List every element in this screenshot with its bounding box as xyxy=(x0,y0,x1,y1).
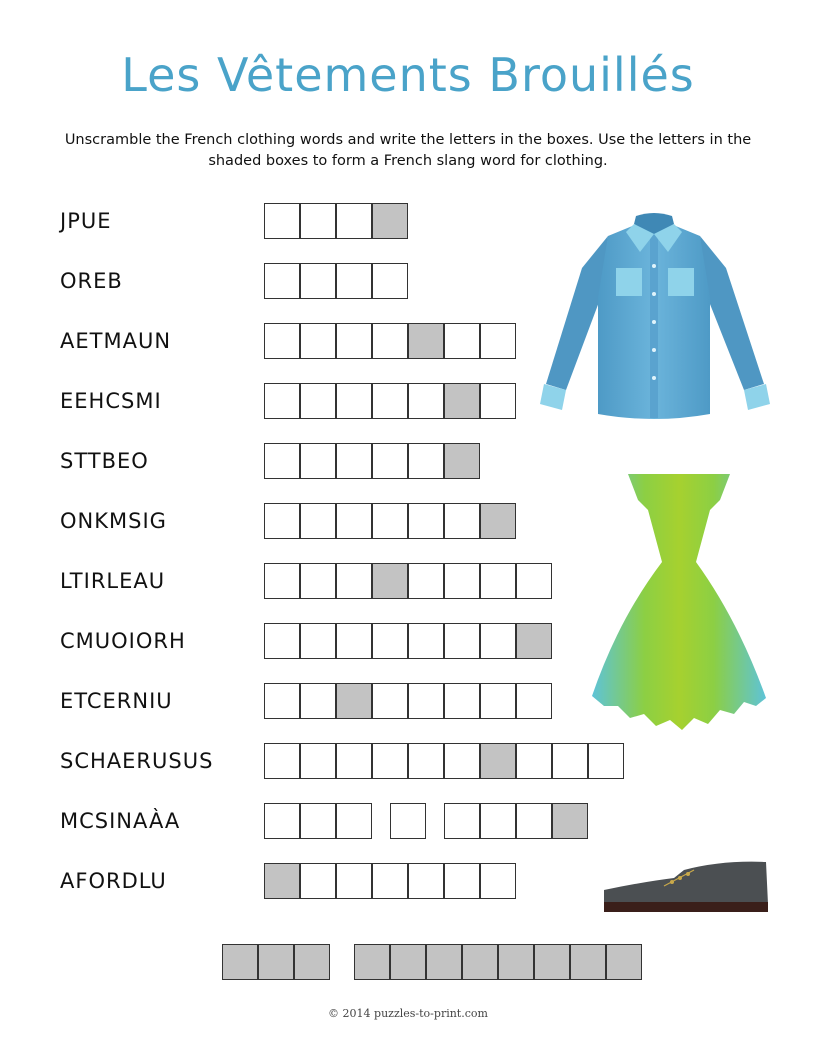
scrambled-word: ETCERNIU xyxy=(60,689,173,713)
letter-box[interactable] xyxy=(588,743,624,779)
letter-box[interactable] xyxy=(300,323,336,359)
answer-letter-box[interactable] xyxy=(390,944,426,980)
letter-box[interactable] xyxy=(408,503,444,539)
scrambled-word: JPUE xyxy=(60,209,112,233)
puzzle-row xyxy=(0,563,650,601)
letter-box[interactable] xyxy=(372,263,408,299)
letter-box[interactable] xyxy=(372,683,408,719)
puzzle-row xyxy=(0,623,650,661)
letter-box[interactable] xyxy=(372,323,408,359)
shaded-letter-box[interactable] xyxy=(552,803,588,839)
scrambled-word: AFORDLU xyxy=(60,869,167,893)
letter-box[interactable] xyxy=(444,623,480,659)
scrambled-word: EEHCSMI xyxy=(60,389,162,413)
letter-box[interactable] xyxy=(300,863,336,899)
letter-box[interactable] xyxy=(372,743,408,779)
letter-box[interactable] xyxy=(408,863,444,899)
answer-letter-box[interactable] xyxy=(426,944,462,980)
letter-box[interactable] xyxy=(300,743,336,779)
answer-letter-box[interactable] xyxy=(294,944,330,980)
letter-box[interactable] xyxy=(336,383,372,419)
letter-box[interactable] xyxy=(300,203,336,239)
shaded-letter-box[interactable] xyxy=(264,863,300,899)
shaded-letter-box[interactable] xyxy=(480,743,516,779)
letter-box[interactable] xyxy=(264,503,300,539)
letter-box[interactable] xyxy=(516,743,552,779)
letter-box[interactable] xyxy=(372,383,408,419)
letter-box[interactable] xyxy=(336,863,372,899)
letter-box[interactable] xyxy=(408,683,444,719)
letter-box[interactable] xyxy=(264,263,300,299)
letter-box[interactable] xyxy=(372,443,408,479)
letter-box[interactable] xyxy=(264,203,300,239)
letter-box[interactable] xyxy=(372,623,408,659)
scrambled-word: SCHAERUSUS xyxy=(60,749,214,773)
letter-box[interactable] xyxy=(264,683,300,719)
letter-box[interactable] xyxy=(264,623,300,659)
answer-letter-box[interactable] xyxy=(534,944,570,980)
letter-box[interactable] xyxy=(444,803,480,839)
letter-box[interactable] xyxy=(300,263,336,299)
scrambled-word: LTIRLEAU xyxy=(60,569,166,593)
shaded-letter-box[interactable] xyxy=(480,503,516,539)
puzzle-row xyxy=(0,503,650,541)
letter-box[interactable] xyxy=(336,563,372,599)
letter-box[interactable] xyxy=(264,323,300,359)
shaded-letter-box[interactable] xyxy=(444,383,480,419)
shaded-letter-box[interactable] xyxy=(516,623,552,659)
letter-box[interactable] xyxy=(300,803,336,839)
letter-box[interactable] xyxy=(336,623,372,659)
scrambled-word: ONKMSIG xyxy=(60,509,167,533)
shaded-letter-box[interactable] xyxy=(372,563,408,599)
letter-box[interactable] xyxy=(480,563,516,599)
letter-box[interactable] xyxy=(552,743,588,779)
shirt-illustration xyxy=(538,208,770,424)
letter-box[interactable] xyxy=(516,683,552,719)
answer-letter-box[interactable] xyxy=(498,944,534,980)
letter-box[interactable] xyxy=(336,743,372,779)
letter-box[interactable] xyxy=(336,263,372,299)
letter-box[interactable] xyxy=(480,683,516,719)
scrambled-word: OREB xyxy=(60,269,123,293)
letter-box[interactable] xyxy=(264,563,300,599)
answer-letter-box[interactable] xyxy=(570,944,606,980)
letter-box[interactable] xyxy=(408,383,444,419)
answer-letter-box[interactable] xyxy=(258,944,294,980)
puzzle-row xyxy=(0,443,650,481)
answer-boxes xyxy=(0,944,816,982)
letter-box[interactable] xyxy=(444,503,480,539)
page-title: Les Vêtements Brouillés xyxy=(121,48,695,102)
letter-box[interactable] xyxy=(336,803,372,839)
scrambled-word: STTBEO xyxy=(60,449,149,473)
puzzle-row xyxy=(0,803,650,841)
letter-box[interactable] xyxy=(300,503,336,539)
letter-box[interactable] xyxy=(480,803,516,839)
letter-box[interactable] xyxy=(444,683,480,719)
letter-box[interactable] xyxy=(444,323,480,359)
letter-box[interactable] xyxy=(300,563,336,599)
letter-box[interactable] xyxy=(372,503,408,539)
letter-box[interactable] xyxy=(372,863,408,899)
letter-box[interactable] xyxy=(264,443,300,479)
instructions-text: Unscramble the French clothing words and write the letters in the boxes. Use the letters in the shaded boxes to form a French slang word for clothing. xyxy=(64,132,752,169)
dress-illustration xyxy=(588,470,770,734)
letter-box[interactable] xyxy=(444,743,480,779)
scrambled-word: AETMAUN xyxy=(60,329,172,353)
letter-box[interactable] xyxy=(300,623,336,659)
letter-box[interactable] xyxy=(408,623,444,659)
shaded-letter-box[interactable] xyxy=(444,443,480,479)
letter-box[interactable] xyxy=(264,383,300,419)
letter-box[interactable] xyxy=(300,683,336,719)
letter-box[interactable] xyxy=(480,623,516,659)
scrambled-word: CMUOIORH xyxy=(60,629,186,653)
letter-box[interactable] xyxy=(300,443,336,479)
scrambled-word: MCSINAÀA xyxy=(60,809,181,833)
answer-letter-box[interactable] xyxy=(462,944,498,980)
answer-letter-box[interactable] xyxy=(222,944,258,980)
letter-box[interactable] xyxy=(408,563,444,599)
answer-letter-box[interactable] xyxy=(354,944,390,980)
shaded-letter-box[interactable] xyxy=(336,683,372,719)
letter-box[interactable] xyxy=(408,443,444,479)
shaded-letter-box[interactable] xyxy=(372,203,408,239)
letter-box[interactable] xyxy=(444,563,480,599)
letter-box[interactable] xyxy=(480,383,516,419)
shaded-letter-box[interactable] xyxy=(408,323,444,359)
shoe-illustration xyxy=(602,860,770,916)
letter-box[interactable] xyxy=(390,803,426,839)
letter-box[interactable] xyxy=(516,803,552,839)
letter-box[interactable] xyxy=(336,503,372,539)
answer-letter-box[interactable] xyxy=(606,944,642,980)
letter-box[interactable] xyxy=(480,323,516,359)
letter-box[interactable] xyxy=(264,743,300,779)
puzzle-row xyxy=(0,863,650,901)
puzzle-row xyxy=(0,743,650,781)
letter-box[interactable] xyxy=(516,563,552,599)
letter-box[interactable] xyxy=(300,383,336,419)
letter-box[interactable] xyxy=(408,743,444,779)
letter-box[interactable] xyxy=(480,863,516,899)
letter-box[interactable] xyxy=(336,443,372,479)
letter-box[interactable] xyxy=(336,203,372,239)
puzzle-row xyxy=(0,683,650,721)
letter-box[interactable] xyxy=(336,323,372,359)
letter-box[interactable] xyxy=(264,803,300,839)
letter-box[interactable] xyxy=(444,863,480,899)
copyright-notice: © 2014 puzzles-to-print.com xyxy=(328,1007,488,1020)
